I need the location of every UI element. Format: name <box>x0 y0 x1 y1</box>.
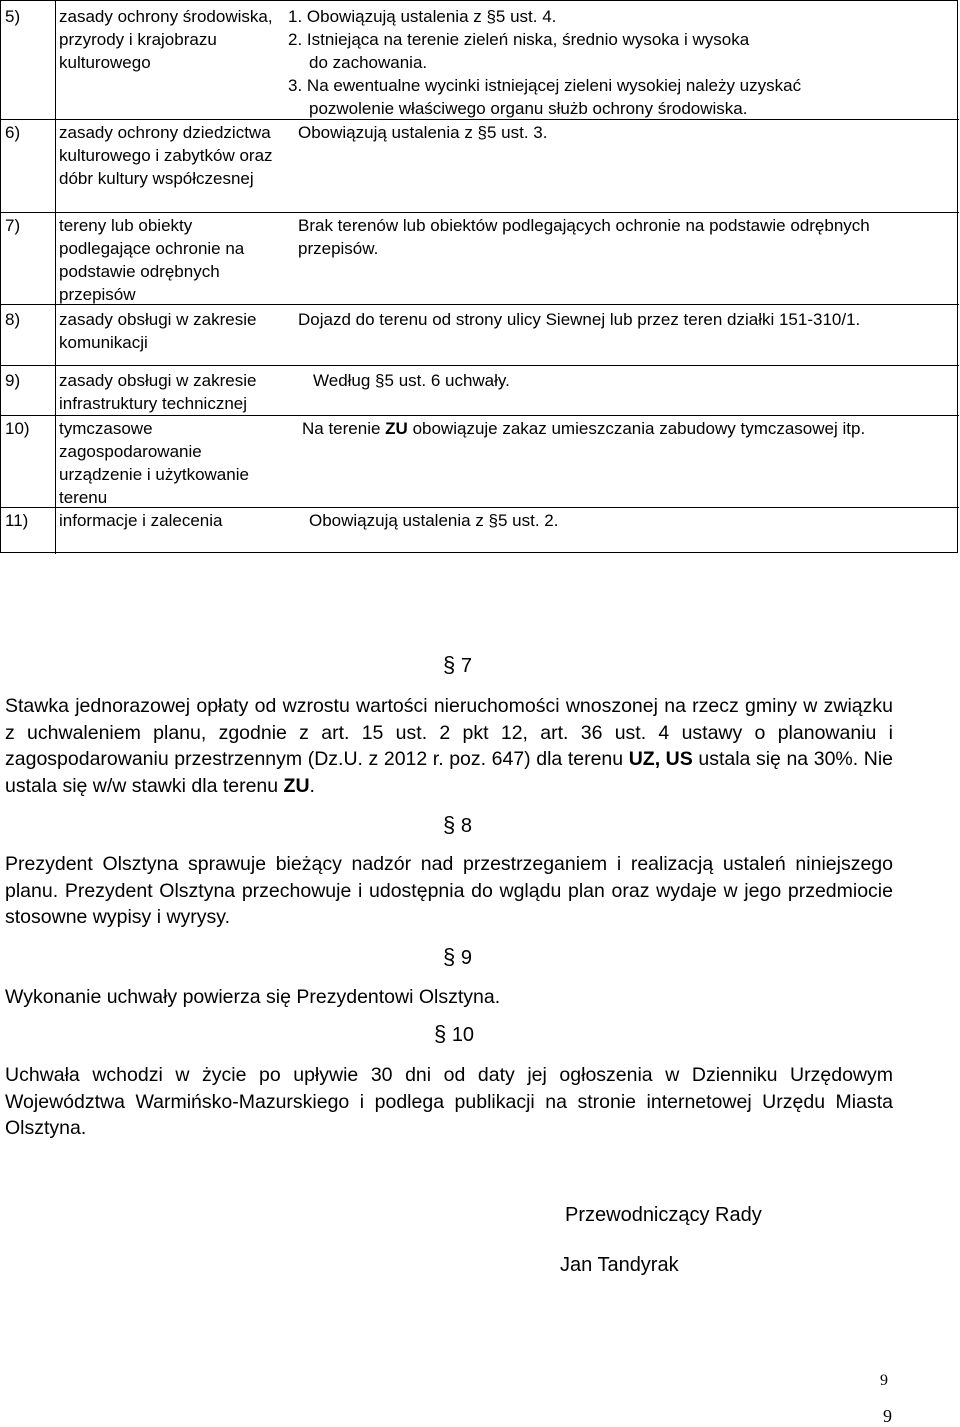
row-number: 7) <box>5 216 21 235</box>
row-value: Dojazd do terenu od strony ulicy Siewnej lub przez teren działki 151-310/1. <box>298 310 861 329</box>
row-divider <box>1 415 959 416</box>
row-label: zasady ochrony dziedzictwa kulturowego i zabytków oraz dóbr kultury współczesnej <box>59 123 273 188</box>
row-number: 10) <box>5 419 30 438</box>
row-label: zasady ochrony środowiska, przyrody i krajobrazu kulturowego <box>59 7 273 72</box>
row-value: Obowiązują ustalenia z §5 ust. 2. <box>309 511 559 530</box>
row-value: Na terenie ZU obowiązuje zakaz umieszczania zabudowy tymczasowej itp. <box>302 419 866 438</box>
row-value: Brak terenów lub obiektów podlegających ochronie na podstawie odrębnych przepisów. <box>298 216 870 258</box>
row-value: Obowiązują ustalenia z §5 ust. 3. <box>298 123 548 142</box>
list-item: pozwolenie właściwego organu służb ochrony środowiska. <box>309 99 748 118</box>
section-heading: § 7 <box>443 652 472 677</box>
section-heading: § 8 <box>443 812 472 837</box>
row-number: 9) <box>5 371 21 390</box>
row-value: Według §5 ust. 6 uchwały. <box>313 371 510 390</box>
row-value-list <box>288 5 948 120</box>
row-divider <box>1 212 959 213</box>
section-paragraph: Wykonanie uchwały powierza się Prezydentowi Olsztyna. <box>5 986 501 1008</box>
list-item: 3. Na ewentualne wycinki istniejącej zieleni wysokiej należy uzyskać <box>288 76 802 95</box>
page-number: 9 <box>883 1406 892 1426</box>
row-divider <box>1 365 959 366</box>
row-label: zasady obsługi w zakresie infrastruktury technicznej <box>59 371 257 413</box>
zone-code: ZU <box>385 419 408 438</box>
row-label: tymczasowe zagospodarowanie urządzenie i użytkowanie terenu <box>59 419 249 507</box>
row-number: 6) <box>5 123 21 142</box>
signature-role: Przewodniczący Rady <box>565 1204 762 1226</box>
section-paragraph: Prezydent Olsztyna sprawuje bieżący nadzór nad przestrzeganiem i realizacją ustaleń niniejszego planu. Prezydent Olsztyna przechowuje i udostępnia do wglądu plan oraz wydaje w jego przedmiocie stosowne wypisy i wyrysy. <box>5 853 893 928</box>
section-heading: § 9 <box>443 944 472 969</box>
row-number: 5) <box>5 7 21 26</box>
list-item: do zachowania. <box>309 53 428 72</box>
row-label: zasady obsługi w zakresie komunikacji <box>59 310 257 352</box>
page-number-small: 9 <box>880 1372 888 1389</box>
section-heading: § 10 <box>434 1021 475 1046</box>
row-number: 8) <box>5 310 21 329</box>
section-paragraph: Stawka jednorazowej opłaty od wzrostu wartości nieruchomości wnoszonej na rzecz gminy w związku z uchwaleniem planu, zgodnie z art. 15 ust. 2 pkt 12, art. 36 ust. 4 ustawy o planowaniu i zagospodarowaniu przestrzennym (Dz.U. z 2012 r. poz. 647) dla terenu UZ, US ustala się na 30%. Nie ustala się w/w stawki dla terenu ZU. <box>5 695 893 797</box>
section-paragraph: Uchwała wchodzi w życie po upływie 30 dni od daty jej ogłoszenia w Dzienniku Urzędowym Województwa Warmińsko-Mazurskiego i podlega publikacji na stronie internetowej Urzędu Miasta Olsztyna. <box>5 1064 893 1139</box>
row-label: tereny lub obiekty podlegające ochronie na podstawie odrębnych przepisów <box>59 216 245 304</box>
column-divider <box>55 1 56 554</box>
row-number: 11) <box>5 511 29 530</box>
provisions-table <box>0 0 958 553</box>
signature-name: Jan Tandyrak <box>560 1254 679 1276</box>
row-label: informacje i zalecenia <box>59 511 223 530</box>
list-item: 1. Obowiązują ustalenia z §5 ust. 4. <box>288 7 557 26</box>
list-item: 2. Istniejąca na terenie zieleń niska, średnio wysoka i wysoka <box>288 30 750 49</box>
